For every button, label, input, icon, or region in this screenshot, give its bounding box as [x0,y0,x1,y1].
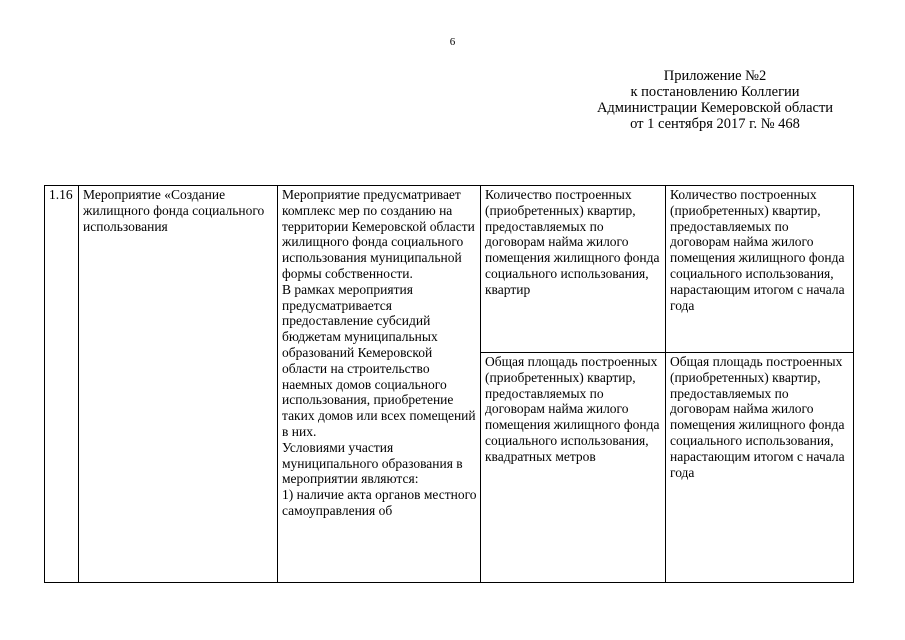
indicator-formula: Общая площадь построенных (приобретенных) квартир, предоставляемых по договорам найма жилого помещения жилищного фонда социального использования, нарастающим итогом с начала года [666,353,854,583]
description-paragraph: 1) наличие акта органов местного самоуправления об [282,487,477,518]
indicator-formula: Количество построенных (приобретенных) квартир, предоставляемых по договорам найма жилого помещения жилищного фонда социального использования, нарастающим итогом с начала года [666,186,854,353]
measures-table [44,185,854,583]
appendix-date: от 1 сентября 2017 г. № 468 [630,116,800,132]
row-number: 1.16 [45,186,79,583]
description-paragraph: Условиями участия муниципального образования в мероприятии являются: [282,439,463,487]
appendix-resolution: к постановлению Коллегии [630,84,800,100]
appendix-authority: Администрации Кемеровской области [596,100,834,116]
appendix-header [560,68,870,132]
measure-name: Мероприятие «Создание жилищного фонда социального использования [79,186,278,583]
appendix-title: Приложение №2 [663,68,767,84]
description-paragraph: Мероприятие предусматривает комплекс мер по созданию на территории Кемеровской области жилищного фонда социального использования муниципальной формы собственности. [282,187,475,281]
page-number: 6 [449,36,456,48]
table-row [45,186,854,353]
description-paragraph: В рамках мероприятия предусматривается предоставление субсидий бюджетам муниципальных образований Кемеровской области на строительство наемных домов социального использования, приобретение таких домов или всех помещений в них. [282,281,476,439]
indicator-name: Количество построенных (приобретенных) квартир, предоставляемых по договорам найма жилого помещения жилищного фонда социального использования, квартир [481,186,666,353]
measure-description [278,186,481,583]
indicator-name: Общая площадь построенных (приобретенных) квартир, предоставляемых по договорам найма жилого помещения жилищного фонда социального использования, квадратных метров [481,353,666,583]
